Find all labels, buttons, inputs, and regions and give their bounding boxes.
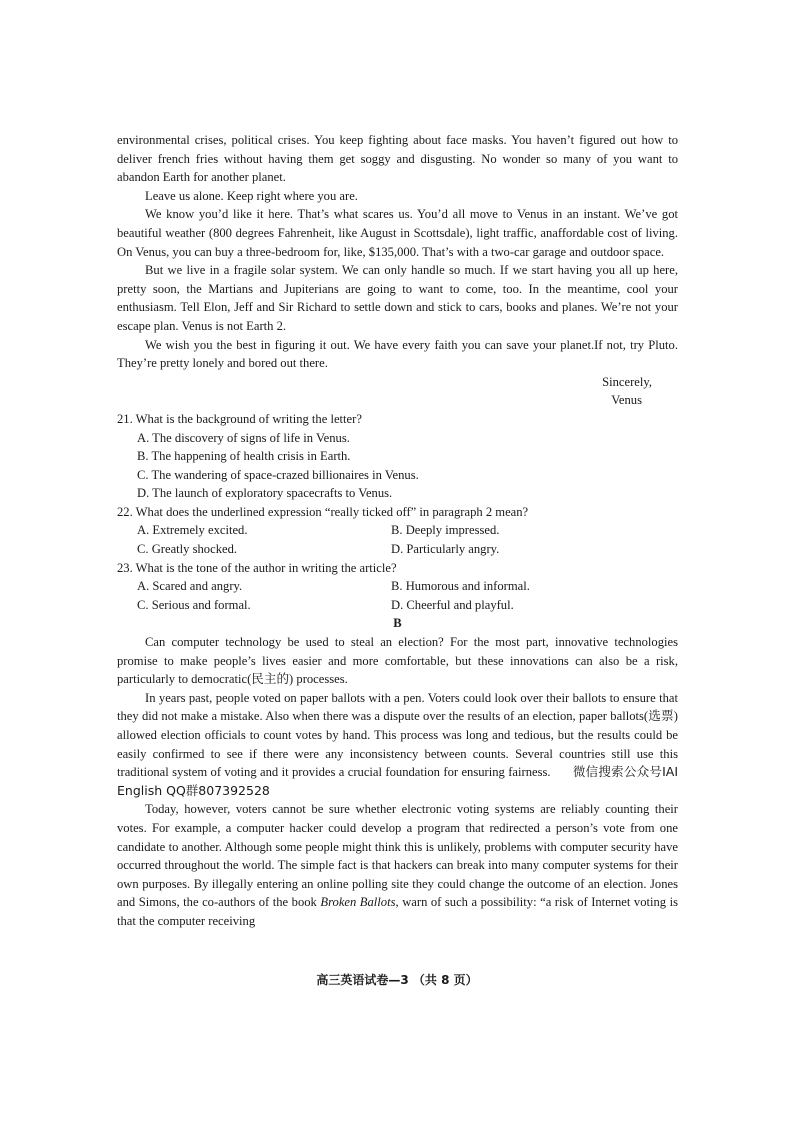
page-footer: 高三英语试卷—3 （共 8 页） <box>316 973 478 987</box>
option-d: D. Cheerful and playful. <box>391 597 514 612</box>
paragraph <box>117 689 678 801</box>
option-a: A. Scared and angry. <box>137 579 243 594</box>
question-stem: 22. What does the underlined expression “really ticked off” in paragraph 2 mean? <box>117 504 529 519</box>
option-c: C. Greatly shocked. <box>137 542 238 557</box>
option-a: A. Extremely excited. <box>137 523 248 538</box>
paragraph: Can computer technology be used to steal an election? For the most part, innovative technologies promise to make people’s lives easier and more comfortable, but these innovations can also be a risk, particularly to democratic(民主的) processes. <box>117 635 678 687</box>
question-stem: 23. What is the tone of the author in writing the article? <box>117 560 397 575</box>
paragraph: We know you’d like it here. That’s what scares us. You’d all move to Venus in an instant. We’ve got beautiful weather (800 degrees Fahrenheit, like August in Scottsdale), light traffic, anaffordable cost of living. On Venus, you can buy a three-bedroom for, like, $135,000. That’s with a two-car garage and outdoor space. <box>117 207 678 259</box>
option-d: D. Particularly angry. <box>391 542 500 557</box>
option-b: B. Humorous and informal. <box>391 579 530 594</box>
paragraph: Leave us alone. Keep right where you are. <box>145 188 358 203</box>
page-body <box>117 131 678 931</box>
option-c: C. The wandering of space-crazed billionaires in Venus. <box>137 467 419 482</box>
option-row <box>137 577 678 596</box>
question-23 <box>117 559 678 615</box>
watermark-text: 微信搜索公众号IAI English QQ群807392528 <box>117 764 678 798</box>
paragraph: But we live in a fragile solar system. We can only handle so much. If we start having you all up here, pretty soon, the Martians and Jupiterians are going to want to come, too. In the meantime, cool your enthusiasm. Tell Elon, Jeff and Sir Richard to settle down and stick to cars, books and planes. We’re not your escape plan. Venus is not Earth 2. <box>117 263 678 333</box>
book-title: Broken Ballots, <box>320 895 399 910</box>
letter-closing: Sincerely, <box>602 374 652 389</box>
option-a: A. The discovery of signs of life in Venus. <box>137 430 350 445</box>
option-d: D. The launch of exploratory spacecrafts to Venus. <box>137 486 393 501</box>
paragraph-text: warn of such a possibility: “a risk of Internet voting is that the computer receiving <box>117 895 679 928</box>
letter-signer: Venus <box>611 393 642 408</box>
paragraph <box>117 800 678 930</box>
paragraph-text: Today, however, voters cannot be sure whether electronic voting systems are reliably counting their votes. For example, a computer hacker could develop a program that redirected a person’s vote from one candidate to another. Although some people might think this is unlikely, problems with computer security have occurred throughout the world. The simple fact is that hackers can break into many computer systems for their own purposes. By illegally entering an online polling site they could change the outcome of an election. Jones and Simons, the co-authors of the book <box>117 802 678 910</box>
paragraph-text: In years past, people voted on paper ballots with a pen. Voters could look over their ballots to ensure that they did not make a mistake. Also when there was a dispute over the results of an election, paper ballots(选票) allowed election officials to count votes by hand. This process was long and tedious, but the results could be easily confirmed to see if there were any inconsistency between counts. Several countries still use this traditional system of voting and it provides a crucial foundation for ensuring fairness. <box>117 690 678 780</box>
question-stem: 21. What is the background of writing the letter? <box>117 411 362 426</box>
question-22 <box>117 503 678 559</box>
paragraph: environmental crises, political crises. You keep fighting about face masks. You haven’t figured out how to deliver french fries without having them get soggy and disgusting. No wonder so many of you want to abandon Earth for another planet. <box>117 133 678 185</box>
option-b: B. The happening of health crisis in Earth. <box>137 449 351 464</box>
option-row <box>137 540 678 559</box>
option-c: C. Serious and formal. <box>137 597 251 612</box>
option-row <box>137 521 678 540</box>
option-row <box>137 596 678 615</box>
section-heading: B <box>393 616 402 631</box>
paragraph: We wish you the best in figuring it out. We have every faith you can save your planet.If not, try Pluto. They’re pretty lonely and bored out there. <box>117 337 678 371</box>
question-21 <box>117 410 678 503</box>
option-b: B. Deeply impressed. <box>391 523 500 538</box>
